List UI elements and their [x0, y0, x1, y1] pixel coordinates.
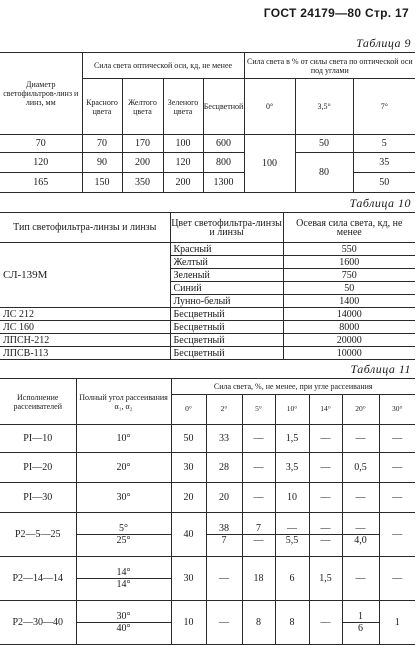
table-row: 120 90 200 120 800 80 35 — [0, 153, 415, 173]
table-row: P2—5—25 5° 25° 40 38 7 7 — — 5,5 — — — 4,0 — — [0, 513, 415, 557]
t9-a35-merged: 80 — [295, 153, 353, 193]
page-header: ГОСТ 24179—80 Стр. 17 — [263, 6, 409, 20]
t9-angle-7: 7° — [353, 79, 415, 135]
t9-col-red: Красного цвета — [82, 79, 122, 135]
table-row: 165 150 350 200 1300 50 — [0, 173, 415, 193]
table9-caption: Таблица 9 — [356, 36, 411, 50]
table11-caption: Таблица 11 — [350, 362, 411, 376]
t10-col-axial: Осевая сила света, кд, не менее — [283, 213, 415, 243]
t10-col-type: Тип светофильтра-линзы и линзы — [0, 213, 170, 243]
table-row: PI—20 20° 30 28 — 3,5 — 0,5 — — [0, 453, 415, 483]
t9-group-intensity: Сила света оптической оси, кд, не менее — [82, 53, 244, 79]
t10-col-color: Цвет светофильтра-линзы и линзы — [170, 213, 283, 243]
t9-col-yellow: Желтого цвета — [122, 79, 163, 135]
t9-angle-0: 0° — [244, 79, 295, 135]
t9-a0-merged: 100 — [244, 135, 295, 193]
table-row: PI—30 30° 20 20 — 10 — — — — [0, 483, 415, 513]
t9-col-diameter: Диаметр светофильтров-линз и линз, мм — [0, 53, 82, 135]
t9-col-colorless: Бесцветной — [203, 79, 244, 135]
table-row: ЛС 160 Бесцветный 8000 — [0, 321, 415, 334]
t11-group: Сила света, %, не менее, при угле рассеивания — [171, 379, 415, 395]
t11-col-angle: Полный угол рассеивания α₁, α₂ — [76, 379, 171, 425]
t11-col-exec: Исполнение рассеивателей — [0, 379, 76, 425]
table-row: P2—14—14 14° 14° 30 — 18 6 1,5 — — — [0, 557, 415, 601]
table-row: ЛПСВ-113 Бесцветный 10000 — [0, 347, 415, 360]
t9-angle-35: 3,5° — [295, 79, 353, 135]
t10-sl139m: СЛ-139М — [0, 243, 170, 308]
table10-caption: Таблица 10 — [349, 196, 411, 210]
table-row: 70 70 170 100 600 100 50 5 — [0, 135, 415, 153]
table9 — [0, 52, 415, 193]
table-row: ЛС 212 Бесцветный 14000 — [0, 308, 415, 321]
table11: Исполнение рассеивателей Полный угол рассеивания α₁, α₂ Сила света, %, не менее, при угле рассеивания 0° 2° 5° 10° 14° 20° 30° PI—10 10° 50 33 — 1,5 — — — PI—20 20° 30 28 — 3,5 — 0,5 — PI—30 30° 20 20 — 10 — — — P2—5—25 5° 25° 40 38 7 7 — — 5,5 — — — 4,0 — P2—14—14 14° 14° 30 — 18 6 1,5 — — P2—30—40 30° 40° 10 — 8 8 — 1 6 1 — [0, 378, 415, 645]
t9-col-green: Зеленого цвета — [163, 79, 203, 135]
table-row: PI—10 10° 50 33 — 1,5 — — — — [0, 425, 415, 453]
t9-group-percent: Сила света в % от силы света по оптической оси под углами — [244, 53, 415, 79]
table10: Тип светофильтра-линзы и линзы Цвет светофильтра-линзы и линзы Осевая сила света, кд, не менее СЛ-139М Красный 550 Желтый 1600 Зеленый 750 Синий 50 Лунно-белый 1400 ЛС 212 Бесцветный 14000 ЛС 160 Бесцветный 8000 ЛПСН-212 Бесцветный 20000 ЛПСВ-113 Бесцветный 10000 — [0, 212, 415, 360]
table-row: P2—30—40 30° 40° 10 — 8 8 — 1 6 1 — [0, 601, 415, 645]
table-row: ЛПСН-212 Бесцветный 20000 — [0, 334, 415, 347]
